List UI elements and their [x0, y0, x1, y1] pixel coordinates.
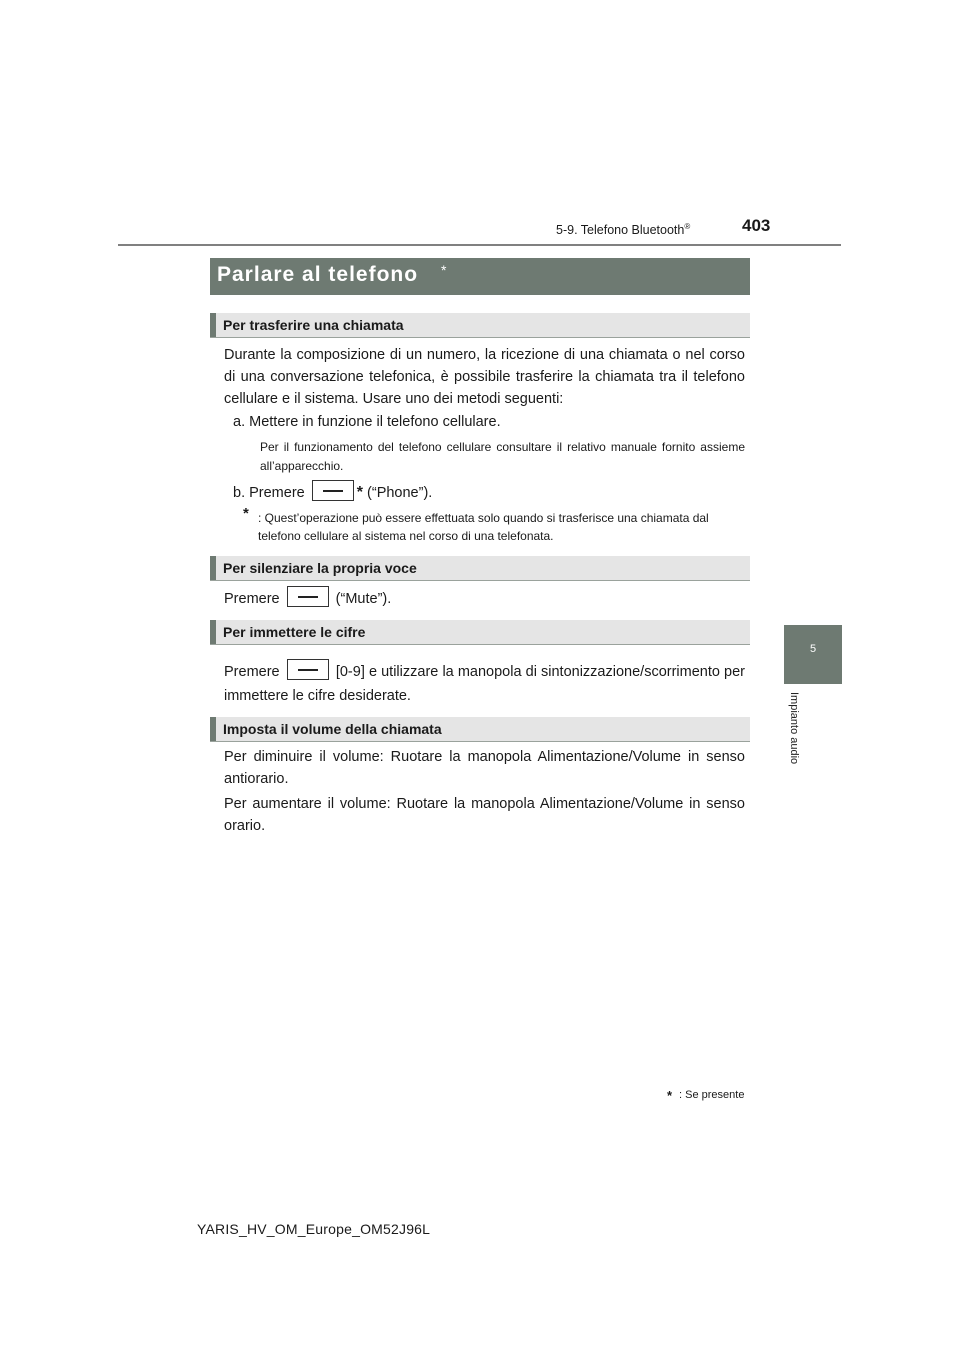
- digits-instruction: [224, 659, 745, 708]
- availability-note: : Se presente: [679, 1089, 745, 1101]
- digits-prefix: Premere: [224, 664, 280, 680]
- page-number: 403: [742, 216, 771, 235]
- step-a: a. Mettere in funzione il telefono cellulare.: [233, 414, 501, 430]
- section-title: 5-9. Telefono Bluetooth: [556, 223, 685, 237]
- header-divider: [118, 244, 841, 246]
- phone-button-icon: [312, 480, 354, 501]
- step-b-asterisk: *: [356, 484, 363, 501]
- volume-decrease: Per diminuire il volume: Ruotare la manopola Alimentazione/Volume in senso antiorario.: [224, 749, 745, 787]
- mute-prefix: Premere: [224, 591, 280, 607]
- page-title: Parlare al telefono: [217, 263, 419, 286]
- mute-suffix: (“Mute”).: [335, 591, 392, 607]
- step-b-suffix: (“Phone”).: [367, 485, 433, 501]
- availability-asterisk: *: [667, 1088, 673, 1103]
- transfer-footnote: : Quest’operazione può essere effettuata solo quando si trasferisce una chiamata dal telefono cellulare al sistema nel corso di una telefonata.: [258, 511, 709, 543]
- page-title-bar: [210, 258, 750, 295]
- section-heading-volume: [210, 717, 750, 742]
- volume-increase: Per aumentare il volume: Ruotare la manopola Alimentazione/Volume in senso orario.: [224, 796, 745, 834]
- section-heading-text: Imposta il volume della chiamata: [223, 721, 442, 737]
- mute-button-icon: [287, 586, 329, 607]
- step-b: [233, 480, 754, 504]
- step-a-note: Per il funzionamento del telefono cellulare consultare il relativo manuale fornito assieme all’apparecchio.: [260, 440, 745, 473]
- document-id: YARIS_HV_OM_Europe_OM52J96L: [197, 1221, 431, 1237]
- section-heading-text: Per trasferire una chiamata: [223, 317, 404, 333]
- section-heading-mute: [210, 556, 750, 581]
- section-heading-digits: [210, 620, 750, 645]
- running-head: [556, 222, 690, 237]
- digits-suffix: [0-9] e utilizzare la manopola di sintonizzazione/scorrimento per immettere le cifre desiderate.: [224, 664, 745, 704]
- section-heading-transfer: [210, 313, 750, 338]
- section-heading-text: Per silenziare la propria voce: [223, 560, 417, 576]
- chapter-label: [788, 692, 806, 782]
- keypad-button-icon: [287, 659, 329, 680]
- step-b-prefix: b. Premere: [233, 485, 305, 501]
- chapter-tab: [784, 625, 842, 684]
- chapter-number: 5: [809, 643, 817, 655]
- registered-mark: ®: [684, 222, 691, 231]
- section-heading-text: Per immettere le cifre: [223, 624, 366, 640]
- mute-instruction: [224, 586, 745, 610]
- title-asterisk: *: [441, 262, 447, 278]
- chapter-label-text: Impianto audio: [788, 692, 800, 765]
- transfer-intro: Durante la composizione di un numero, la ricezione di una chiamata o nel corso di una conversazione telefonica, è possibile trasferire la chiamata tra il telefono cellulare e il sistema. Usare uno dei metodi seguenti:: [224, 347, 745, 407]
- footnote-asterisk: *: [243, 505, 249, 522]
